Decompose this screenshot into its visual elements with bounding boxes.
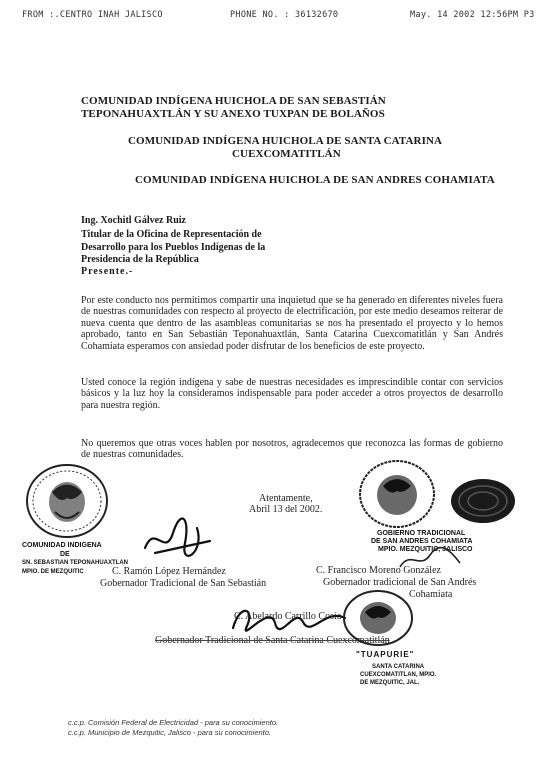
closing-date: Abril 13 del 2002. [249,504,323,515]
cc-line-1: c.c.p. Comisión Federal de Electricidad - para su conocimiento. [68,718,279,727]
left-signer-role: Gobernador Tradicional de San Sebastián [100,578,267,589]
fax-sender: FROM :.CENTRO INAH JALISCO [22,10,163,20]
addressee-title-line2: Desarrollo para los Pueblos Indígenas de la [81,242,266,253]
cc-line-2: c.c.p. Municipio de Mezquitic, Jalisco - para su conocimiento. [68,728,272,737]
fax-phone: PHONE NO. : 36132670 [230,10,339,20]
heading-santa-catarina: COMUNIDAD INDÍGENA HUICHOLA DE SANTA CATARINA [128,135,443,147]
body-paragraph-2: Usted conoce la región indígena y sabe de nuestras necesidades es imprescindible contar con servicios básicos y la luz hoy la consideramos indispensable para poder acceder a otros proyectos de desarrollo para nuestra región. [81,377,503,411]
right-signer-role-line1: Gobernador tradicional de San Andrés [323,577,477,588]
left-stamp-line4: MPIO. DE MEZQUITIC [22,569,84,575]
left-signer-name: C. Ramón López Hernández [112,566,226,577]
santa-catarina-seal [340,588,416,648]
left-stamp-line3: SN. SEBASTIAN TEPONAHUAXTLAN [22,560,129,566]
heading-teponahuaxtlan: TEPONAHUAXTLÁN Y SU ANEXO TUXPAN DE BOLAÑOS [81,108,385,120]
addressee-title-line1: Titular de la Oficina de Representación de [81,229,262,240]
closing-atentamente: Atentamente, [259,493,313,504]
right-stamp-line3: MPIO. MEZQUITIC, JALISCO [378,546,473,553]
thumbprint [448,476,518,526]
ramon-lopez-signature [135,513,215,565]
san-sebastian-seal [22,462,112,540]
center-stamp-line2: SANTA CATARINA [372,664,425,670]
center-signer-name: C. Abelardo Carrillo Cosío [234,611,342,622]
heading-san-andres: COMUNIDAD INDÍGENA HUICHOLA DE SAN ANDRES COHAMIATA [135,174,495,186]
left-stamp-line1: COMUNIDAD INDIGENA [22,542,102,549]
right-signer-role-line2: Cohamiata [409,589,453,600]
center-stamp-line4: DE MEZQUITIC, JAL. [360,680,420,686]
center-stamp-line3: CUEXCOMATITLAN, MPIO. [360,672,437,678]
right-stamp-line1: GOBIERNO TRADICIONAL [377,530,466,537]
addressee-presente: Presente.- [81,266,134,277]
right-stamp-line2: DE SAN ANDRES COHAMIATA [371,538,473,545]
addressee-title-line3: Presidencia de la República [81,254,199,265]
right-signer-name: C. Francisco Moreno González [316,565,441,576]
fax-timestamp: May. 14 2002 12:56PM P3 [410,10,535,20]
heading-san-sebastian: COMUNIDAD INDÍGENA HUICHOLA DE SAN SEBASTIÁN [81,95,386,107]
center-signer-role: Gobernador Tradicional de Santa Catarina Cuexcomatitlán [155,635,390,646]
center-stamp-line1: "TUAPURIE" [356,650,415,659]
heading-cuexcomatitlan: CUEXCOMATITLÁN [232,148,341,160]
body-paragraph-3: No queremos que otras voces hablen por nosotros, agradecemos que reconozca las formas de gobierno de nuestras comunidades. [81,438,503,461]
addressee-name: Ing. Xochitl Gálvez Ruiz [81,215,186,226]
left-stamp-line2: DE [60,551,70,558]
body-paragraph-1: Por este conducto nos permitimos compartir una inquietud que se ha generado en diferentes niveles fuera de nuestras comunidades con respecto al proyecto de electrificación, por este medio deseamos reiterar de nueva cuenta que dentro de las asambleas comunitarias se nos ha presentado el proyecto y lo hemos aprobado, tanto en San Sebastián Teponahuaxtlán, Santa Catarina Cuexcomatitlán y San Andrés Cohamiata esperamos con ansiedad poder disfrutar de los beneficios de este proyecto. [81,295,503,352]
san-andres-seal [357,458,437,530]
